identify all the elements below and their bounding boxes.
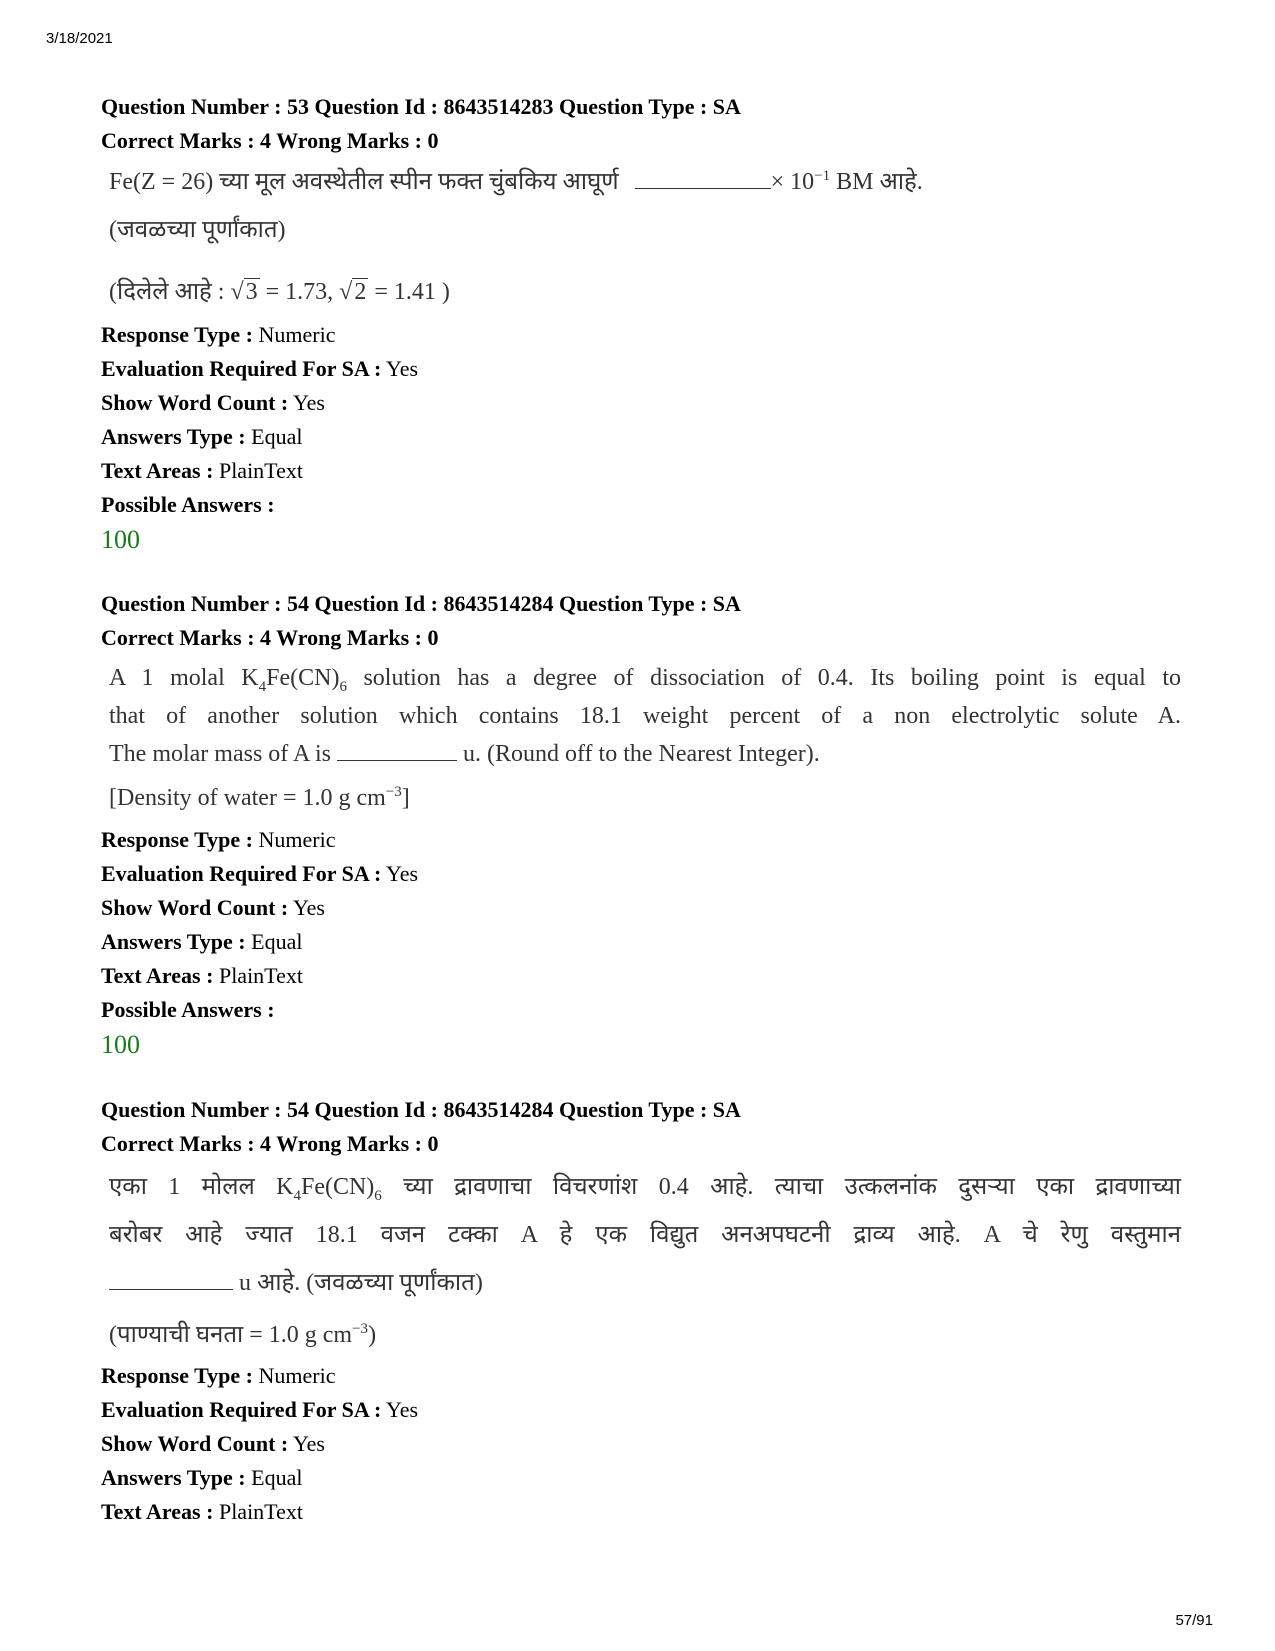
question-text-line: (पाण्याची घनता = 1.0 g cm: [109, 1322, 353, 1348]
subscript: 4: [258, 678, 267, 695]
question-text-line: बरोबर आहे ज्यात 18.1 वजन टक्का A हे एक विद्युत अनअपघटनी द्राव्य आहे. A चे रेणु वस्तुमान: [109, 1222, 1181, 1248]
evaluation-required-row: Evaluation Required For SA : Yes: [101, 1397, 419, 1422]
question-text-line: Fe(Z = 26) च्या मूल अवस्थेतील स्पीन फक्त चुंबकिय आघूर्ण: [109, 169, 619, 195]
question-54-english: [101, 587, 1181, 1063]
question-text-line: (जवळच्या पूर्णांकात): [109, 217, 286, 243]
answer-blank: [635, 187, 771, 189]
answer-blank: [337, 759, 457, 761]
question-text: [101, 1165, 1181, 1359]
show-word-count-row: Show Word Count : Yes: [101, 1431, 325, 1456]
page-number: 57/91: [1175, 1612, 1213, 1629]
question-text: [101, 162, 1181, 318]
question-text-line: Fe(CN): [300, 1174, 375, 1200]
question-text-line: = 1.73,: [259, 279, 340, 305]
evaluation-required-row: Evaluation Required For SA : Yes: [101, 861, 419, 886]
show-word-count-row: Show Word Count : Yes: [101, 390, 325, 415]
question-text-line: A 1 molal K: [109, 665, 259, 691]
response-type-row: Response Type : Numeric: [101, 1363, 336, 1388]
sqrt-argument: 2: [354, 279, 367, 305]
text-areas-row: Text Areas : PlainText: [101, 1499, 303, 1524]
question-header: Question Number : 54 Question Id : 8643514284 Question Type : SA: [101, 1097, 741, 1122]
subscript: 6: [374, 1187, 382, 1204]
question-53: [101, 90, 1181, 558]
question-text: [101, 659, 1181, 823]
superscript: −3: [385, 784, 402, 800]
text-areas-row: Text Areas : PlainText: [101, 963, 303, 988]
question-header: Question Number : 53 Question Id : 8643514283 Question Type : SA: [101, 94, 741, 119]
question-54-marathi: [101, 1093, 1181, 1529]
question-text-line: that of another solution which contains 18.1 weight percent of a non electrolytic solute A.: [109, 703, 1181, 729]
sqrt-symbol: √: [339, 279, 353, 305]
question-text-line: (दिलेले आहे :: [109, 279, 231, 305]
text-areas-row: Text Areas : PlainText: [101, 458, 303, 483]
question-text-line: BM आहे.: [830, 169, 923, 195]
question-text-line: solution has a degree of dissociation of 0.4. Its boiling point is equal to: [346, 665, 1181, 691]
question-text-line: × 10: [770, 169, 815, 195]
question-text-line: ): [368, 1322, 377, 1348]
question-marks: Correct Marks : 4 Wrong Marks : 0: [101, 1131, 439, 1156]
possible-answer-value: 100: [101, 525, 140, 554]
question-text-line: = 1.41 ): [368, 279, 450, 305]
question-header: Question Number : 54 Question Id : 8643514284 Question Type : SA: [101, 591, 741, 616]
answers-type-row: Answers Type : Equal: [101, 929, 303, 954]
evaluation-required-row: Evaluation Required For SA : Yes: [101, 356, 419, 381]
question-marks: Correct Marks : 4 Wrong Marks : 0: [101, 128, 439, 153]
answers-type-row: Answers Type : Equal: [101, 424, 303, 449]
answers-type-row: Answers Type : Equal: [101, 1465, 303, 1490]
question-text-line: ]: [401, 785, 410, 811]
question-text-line: u आहे. (जवळच्या पूर्णांकात): [233, 1270, 483, 1296]
question-text-line: u. (Round off to the Nearest Integer).: [456, 741, 820, 767]
print-date: 3/18/2021: [46, 30, 113, 47]
possible-answers-label: Possible Answers :: [101, 492, 275, 517]
possible-answer-value: 100: [101, 1030, 140, 1059]
question-marks: Correct Marks : 4 Wrong Marks : 0: [101, 625, 439, 650]
response-type-row: Response Type : Numeric: [101, 322, 336, 347]
superscript: −1: [814, 168, 831, 184]
show-word-count-row: Show Word Count : Yes: [101, 895, 325, 920]
superscript: −3: [352, 1321, 369, 1337]
sqrt-argument: 3: [245, 279, 258, 305]
subscript: 6: [339, 678, 347, 695]
question-text-line: Fe(CN): [266, 665, 340, 691]
question-text-line: च्या द्रावणाचा विचरणांश 0.4 आहे. त्याचा उत्कलनांक दुसऱ्या एका द्रावणाच्या: [381, 1174, 1181, 1200]
sqrt-symbol: √: [230, 279, 244, 305]
answer-blank: [109, 1288, 233, 1290]
subscript: 4: [293, 1187, 301, 1204]
question-text-line: एका 1 मोलल K: [109, 1174, 294, 1200]
possible-answers-label: Possible Answers :: [101, 997, 275, 1022]
response-type-row: Response Type : Numeric: [101, 827, 336, 852]
question-text-line: [Density of water = 1.0 g cm: [109, 785, 386, 811]
question-text-line: The molar mass of A is: [109, 741, 337, 767]
